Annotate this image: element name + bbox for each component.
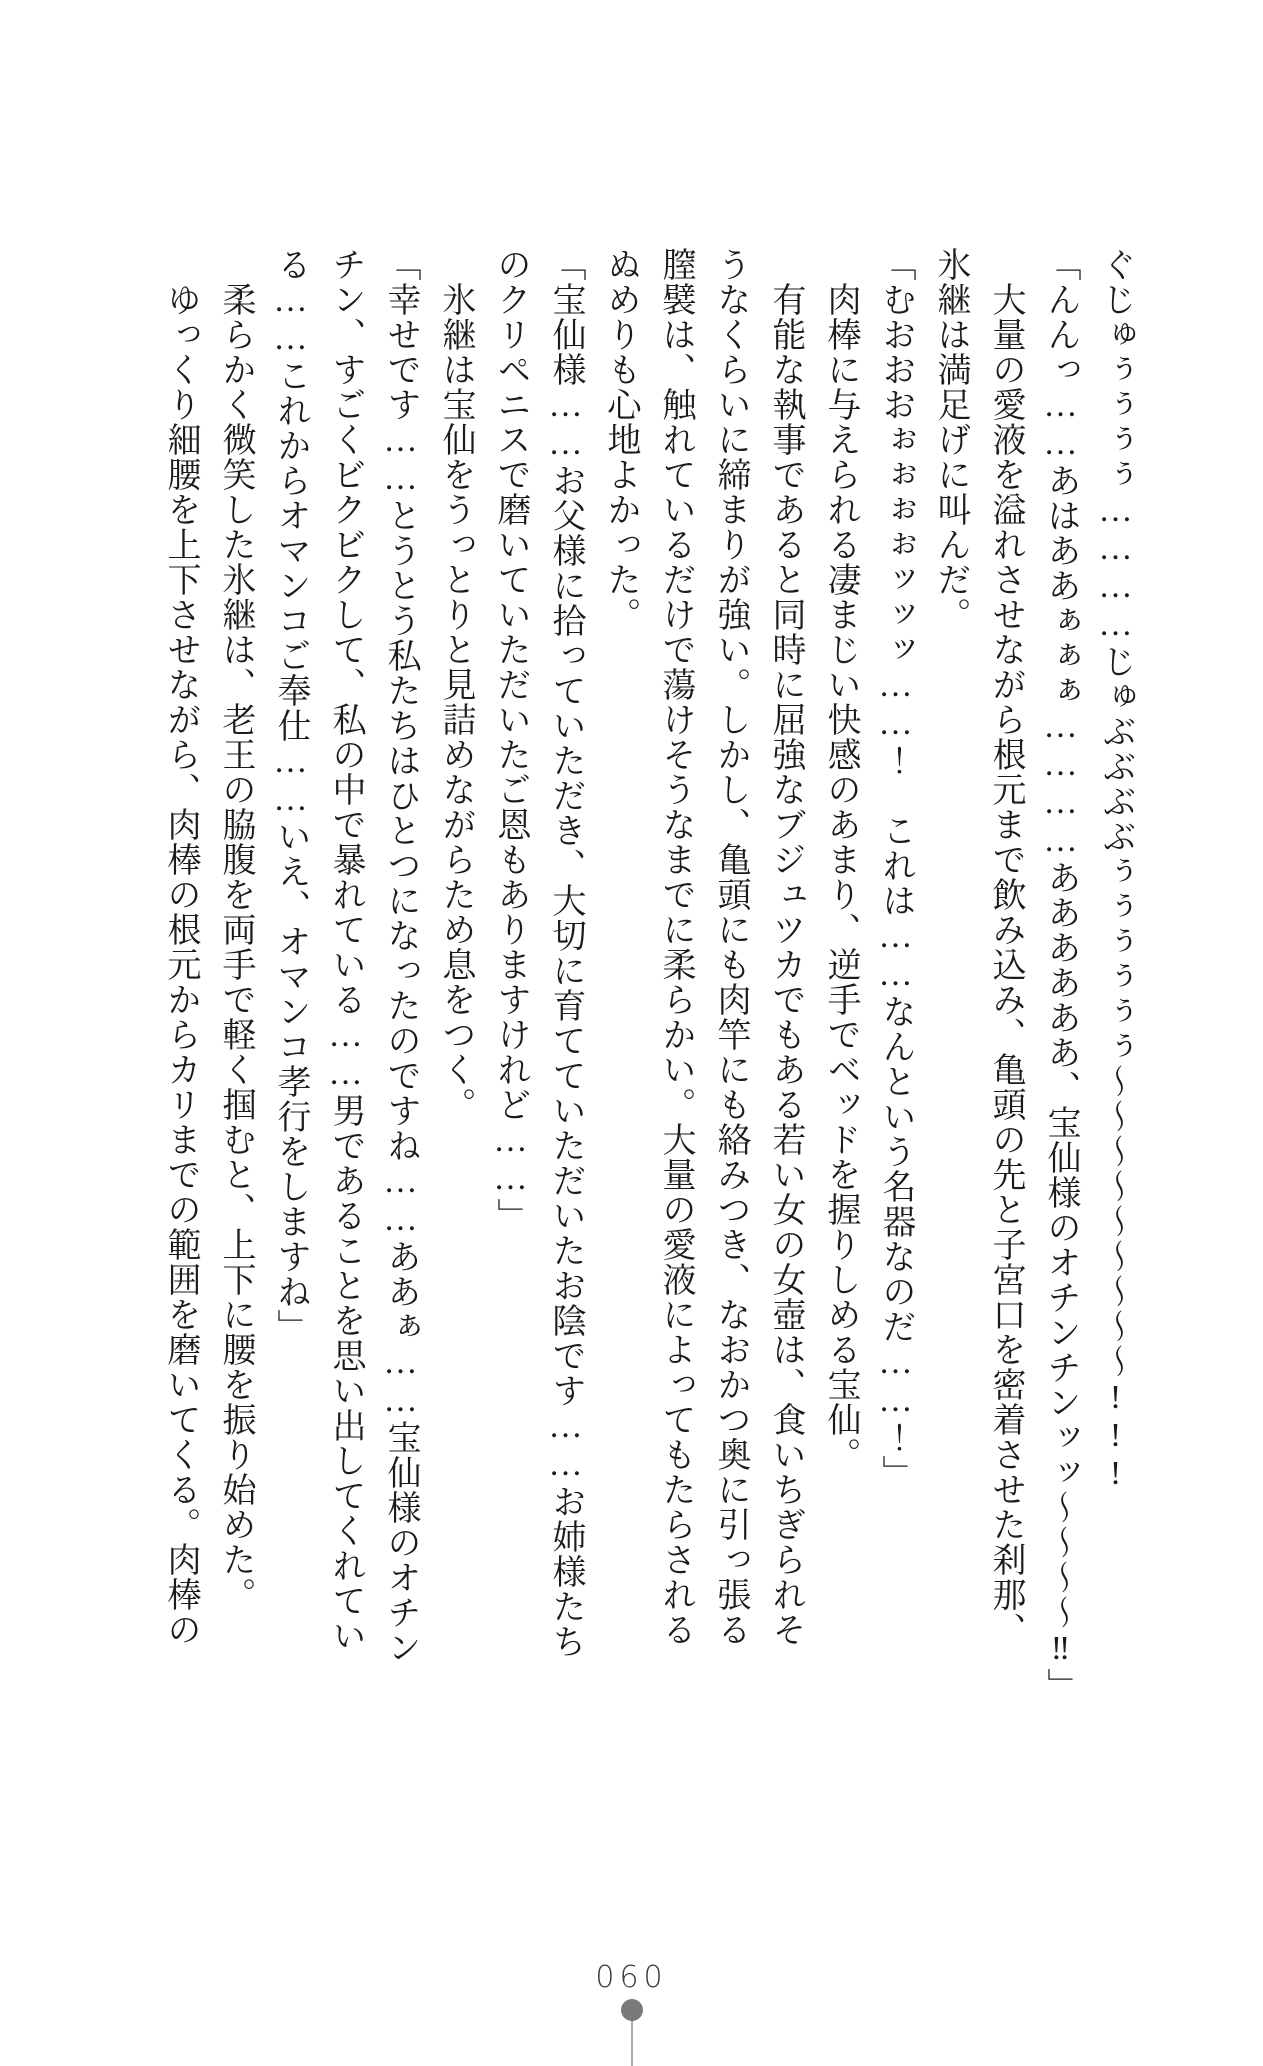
text-column: 柔らかく微笑した氷継は、老王の脇腹を両手で軽く掴むと、上下に腰を振り始めた。 <box>217 282 254 1612</box>
text-column: 「むおおおぉぉぉぉッッッ……！ これは……なんという名器なのだ……！」 <box>877 247 914 1490</box>
text-column: ぐじゅぅぅぅぅ…………じゅぶぶぶぶぅぅぅぅぅぅ～～～～～～～～～!!! <box>1097 247 1134 1493</box>
page-number: 060 <box>595 1960 668 1995</box>
text-column: 有能な執事であると同時に屈強なブジュツカでもある若い女の女壺は、食いちぎられそ <box>767 282 804 1647</box>
text-column: のクリペニスで磨いていただいたご恩もありますけれど……」 <box>492 247 529 1233</box>
page-footer <box>0 1955 1263 2066</box>
text-column: うなくらいに締まりが強い。しかし、亀頭にも肉竿にも絡みつき、なおかつ奥に引っ張る <box>712 247 749 1647</box>
text-column: 「宝仙様……お父様に拾っていただき、大切に育てていただいたお陰です……お姉様たち <box>547 247 584 1659</box>
text-column: 氷継は満足げに叫んだ。 <box>932 247 969 632</box>
ornament-dot-icon <box>621 1999 643 2021</box>
ornament-line <box>631 2019 632 2066</box>
text-column: 「幸せです……とうとう私たちはひとつになったのですね……ああぁ……宝仙様のオチン <box>382 247 419 1665</box>
text-column: 肉棒に与えられる凄まじい快感のあまり、逆手でベッドを握りしめる宝仙。 <box>822 282 859 1472</box>
text-column: ぬめりも心地よかった。 <box>602 247 639 632</box>
text-column: 大量の愛液を溢れさせながら根元まで飲み込み、亀頭の先と子宮口を密着させた刹那、 <box>987 282 1024 1647</box>
text-column: る……これからオマンコご奉仕……いえ、オマンコ孝行をしますね」 <box>272 247 309 1344</box>
text-column: 膣襞は、触れているだけで蕩けそうなまでに柔らかい。大量の愛液によってもたらされる <box>657 247 694 1647</box>
text-column: チン、すごくビクビクして、私の中で暴れている……男であることを思い出してくれてい <box>327 247 364 1653</box>
text-column: ゆっくり細腰を上下させながら、肉棒の根元からカリまでの範囲を磨いてくる。肉棒の <box>162 282 199 1647</box>
text-column: 「んんっ……あはああぁぁぁ…………ああああああ、宝仙様のオチンチンッッ～～～～‼」 <box>1042 247 1079 1703</box>
text-column: 氷継は宝仙をうっとりと見詰めながらため息をつく。 <box>437 282 474 1122</box>
vertical-text-block <box>153 247 1143 1747</box>
